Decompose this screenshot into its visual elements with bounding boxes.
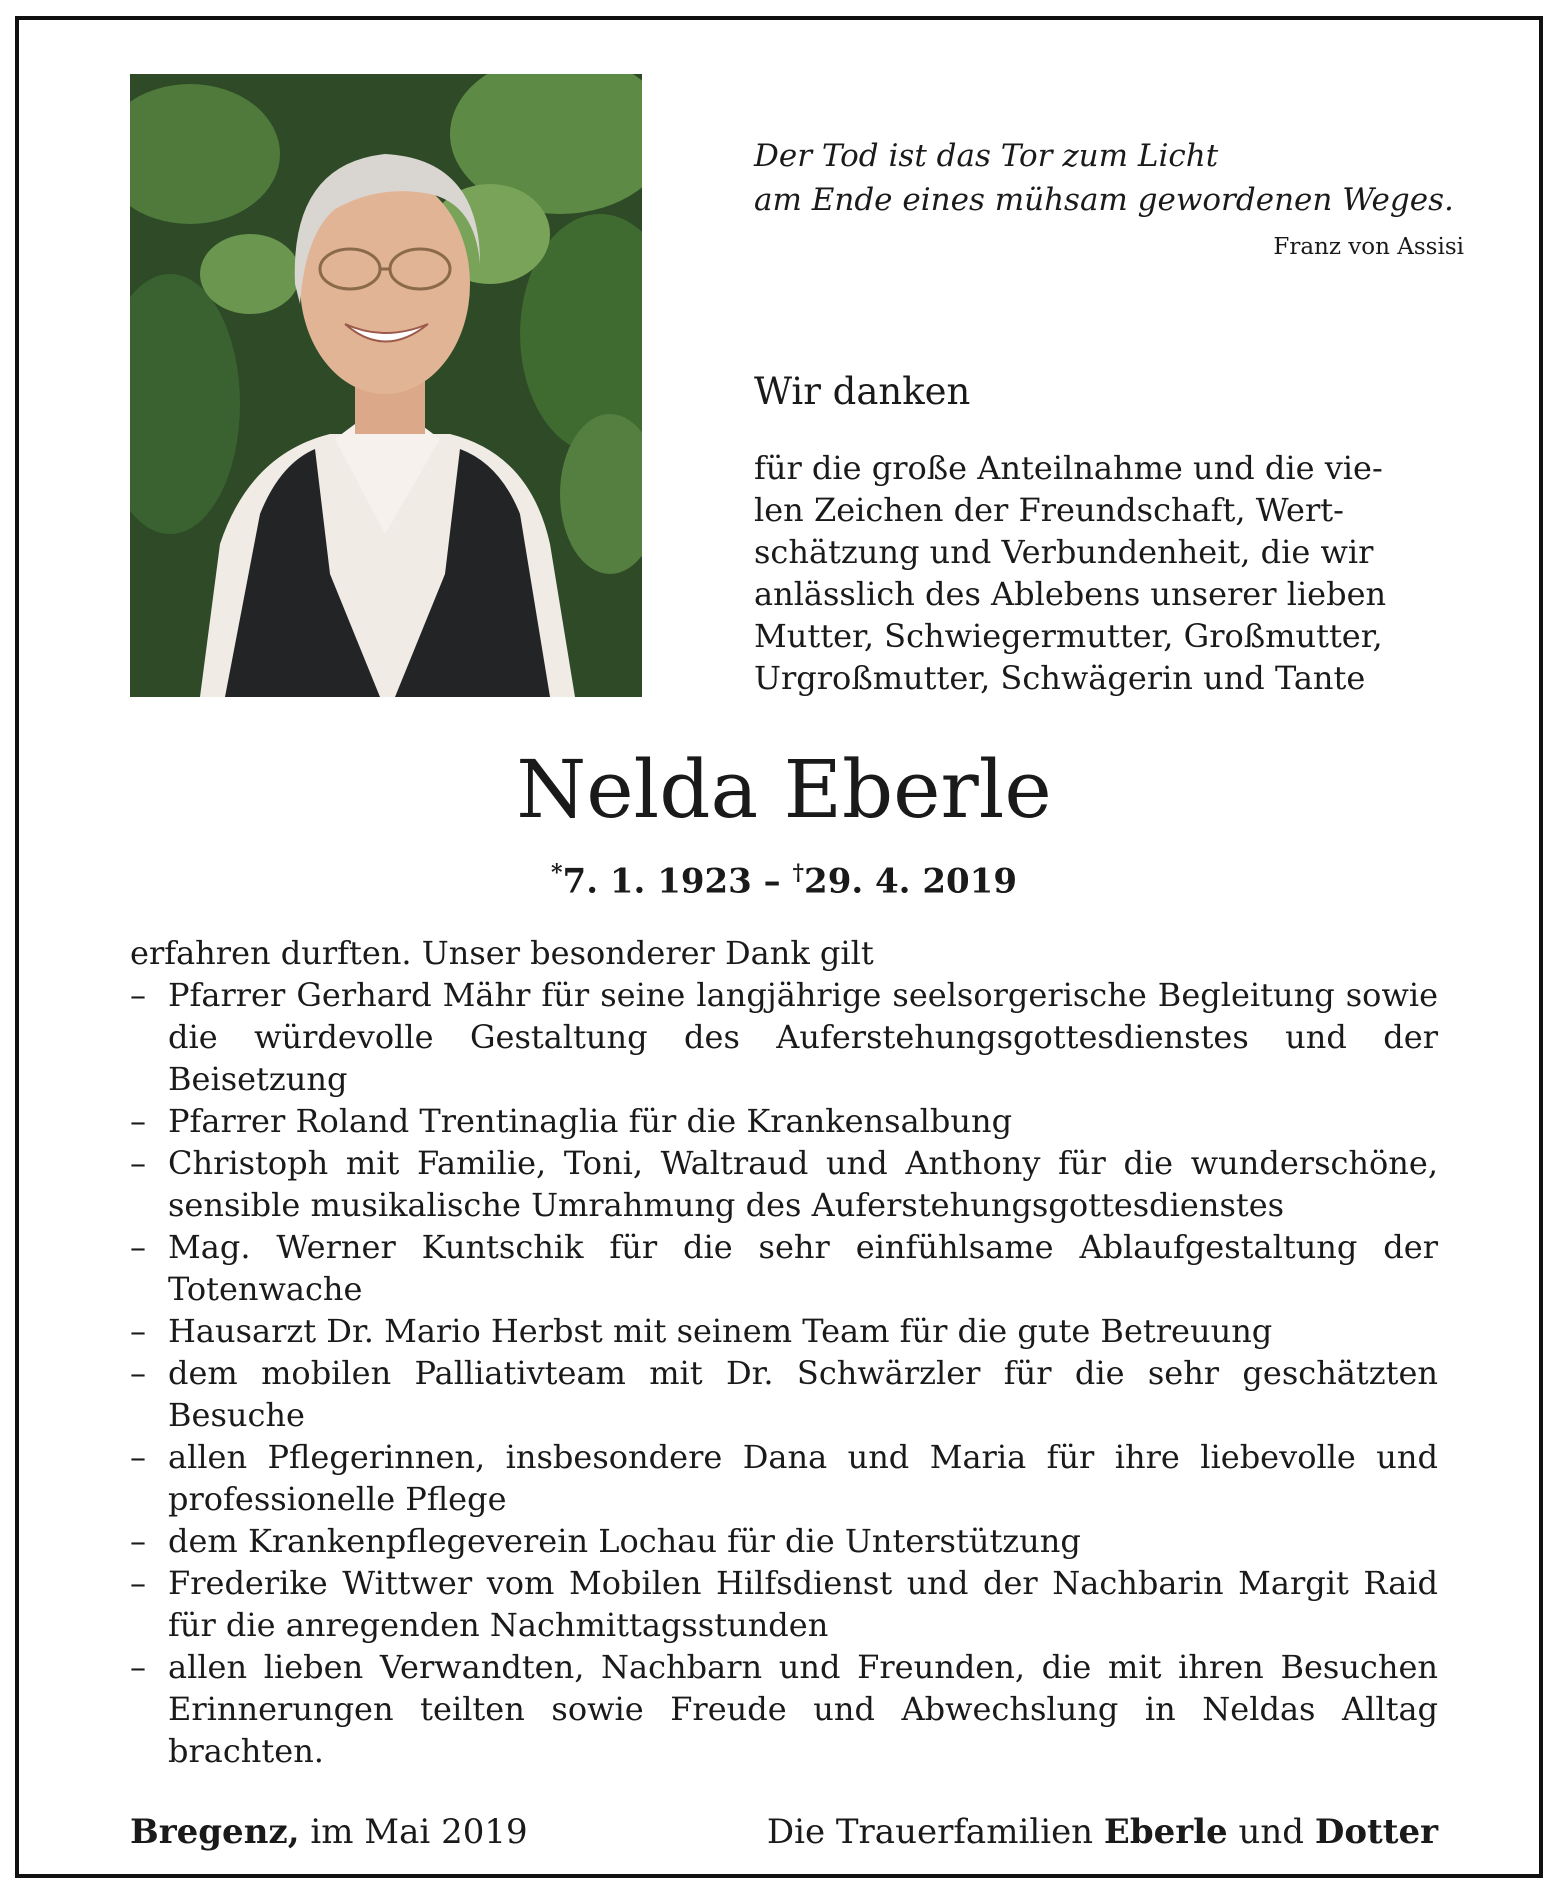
dash: – xyxy=(130,1564,146,1602)
quote-author: Franz von Assisi xyxy=(1273,234,1464,260)
family-prefix: Die Trauerfamilien xyxy=(766,1812,1094,1852)
dash: – xyxy=(130,976,146,1014)
list-item xyxy=(130,1100,1438,1142)
list-item-text: Pfarrer Gerhard Mähr für seine langjährige seelsorgerische Begleitung sowie die würdevolle Gestaltung des Auferstehungsgottesdienstes und der Beisetzung xyxy=(168,976,1438,1098)
dash: – xyxy=(130,1648,146,1686)
thanks-line: schätzung und Verbundenheit, die wir xyxy=(754,533,1374,571)
acknowledgements-intro: erfahren durften. Unser besonderer Dank gilt xyxy=(130,934,874,972)
dash: – xyxy=(130,1228,146,1266)
death-date: 29. 4. 2019 xyxy=(804,861,1017,902)
list-item xyxy=(130,1646,1438,1772)
list-item-text: dem mobilen Palliativteam mit Dr. Schwärzler für die sehr geschätzten Besuche xyxy=(168,1354,1438,1434)
list-item-text: Hausarzt Dr. Mario Herbst mit seinem Team für die gute Betreuung xyxy=(168,1312,1273,1350)
family-name-2: Dotter xyxy=(1314,1812,1438,1852)
list-item xyxy=(130,974,1438,1100)
list-item-text: Christoph mit Familie, Toni, Waltraud und Anthony für die wunderschöne, sensible musikalische Umrahmung des Auferstehungsgottesdienstes xyxy=(168,1144,1438,1224)
dash: – xyxy=(130,1102,146,1140)
life-dates xyxy=(0,860,1568,901)
list-item-text: Mag. Werner Kuntschik für die sehr einfühlsame Ablaufgestaltung der Totenwache xyxy=(168,1228,1438,1308)
thanks-heading: Wir danken xyxy=(754,370,971,413)
list-item-text: Pfarrer Roland Trentinaglia für die Krankensalbung xyxy=(168,1102,1013,1140)
acknowledgements-list xyxy=(130,974,1438,1772)
dash: – xyxy=(130,1144,146,1182)
dash: – xyxy=(130,1522,146,1560)
portrait-image xyxy=(130,74,642,697)
list-item-text: allen Pflegerinnen, insbesondere Dana und Maria für ihre liebevolle und professionelle Pflege xyxy=(168,1438,1438,1518)
dash: – xyxy=(130,1312,146,1350)
notice-date: im Mai 2019 xyxy=(310,1812,528,1852)
family-and: und xyxy=(1238,1812,1305,1852)
dash: – xyxy=(130,1354,146,1392)
list-item xyxy=(130,1142,1438,1226)
list-item xyxy=(130,1436,1438,1520)
thanks-line: Urgroßmutter, Schwägerin und Tante xyxy=(754,659,1366,697)
acknowledgements xyxy=(130,932,1438,1772)
deceased-name: Nelda Eberle xyxy=(516,743,1052,836)
list-item-text: Frederike Wittwer vom Mobilen Hilfsdienst und der Nachbarin Margit Raid für die anregenden Nachmittagsstunden xyxy=(168,1564,1438,1644)
list-item xyxy=(130,1562,1438,1646)
quote-line: Der Tod ist das Tor zum Licht xyxy=(754,138,1219,174)
thanks-line: für die große Anteilnahme und die vie- xyxy=(754,449,1383,487)
family-name-1: Eberle xyxy=(1103,1812,1228,1852)
signature xyxy=(767,1812,1438,1852)
thanks-line: len Zeichen der Freundschaft, Wert- xyxy=(754,491,1344,529)
place-date xyxy=(130,1812,528,1852)
thanks-line: anlässlich des Ablebens unserer lieben xyxy=(754,575,1387,613)
birth-date: 7. 1. 1923 xyxy=(562,861,752,902)
dash: – xyxy=(130,1438,146,1476)
portrait-photo xyxy=(130,74,642,697)
thanks-paragraph xyxy=(754,447,1438,699)
date-separator: – xyxy=(763,861,781,902)
list-item-text: allen lieben Verwandten, Nachbarn und Freunden, die mit ihren Besuchen Erinnerungen teilten sowie Freude und Abwechslung in Neldas Alltag brachten. xyxy=(168,1648,1438,1770)
thanks-line: Mutter, Schwiegermutter, Großmutter, xyxy=(754,617,1383,655)
quote xyxy=(754,134,1454,222)
death-symbol: † xyxy=(792,860,805,886)
list-item xyxy=(130,1226,1438,1310)
birth-symbol: * xyxy=(551,860,563,886)
list-item xyxy=(130,1310,1438,1352)
quote-line: am Ende eines mühsam gewordenen Weges. xyxy=(754,182,1454,218)
list-item-text: dem Krankenpflegeverein Lochau für die Unterstützung xyxy=(168,1522,1081,1560)
list-item xyxy=(130,1520,1438,1562)
list-item xyxy=(130,1352,1438,1436)
place: Bregenz, xyxy=(130,1812,300,1852)
